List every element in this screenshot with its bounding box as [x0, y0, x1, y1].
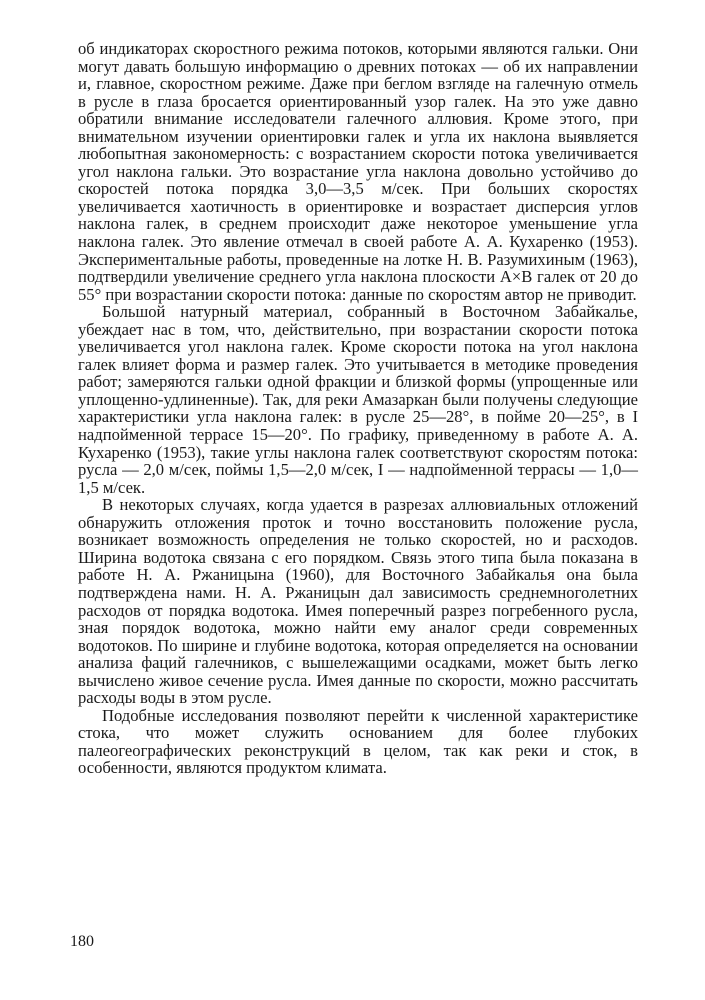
paragraph: Большой натурный материал, собранный в Восточном Забайкалье, убеждает нас в том, что, действительно, при возрастании скорости потока увеличивается угол наклона галек. Кроме скорости потока на угол наклона галек влияет форма и размер галек. Это учитывается в методике проведения работ; замеряются гальки одной фракции и близкой формы (упрощенные или уплощенно-удлиненные). Так, для реки Амазаркан были получены следующие характеристики угла наклона галек: в русле 25—28°, в пойме 20—25°, в I надпойменной террасе 15—20°. По графику, приведенному в работе А. А. Кухаренко (1953), такие углы наклона галек соответствуют скоростям потока: русла — 2,0 м/сек, поймы 1,5—2,0 м/сек, I — надпойменной террасы — 1,0—1,5 м/сек.: [78, 302, 638, 497]
paragraph: об индикаторах скоростного режима потоков, которыми являются гальки. Они могут давать большую информацию о древних потоках — об их направлении и, главное, скоростном режиме. Даже при беглом взгляде на галечную отмель в русле в глаза бросается ориентированный узор галек. На это уже давно обратили внимание исследователи галечного аллювия. Кроме этого, при внимательном изучении ориентировки галек и угла их наклона выявляется любопытная закономерность: с возрастанием скорости потока увеличивается угол наклона гальки. Это возрастание угла наклона довольно устойчиво до скоростей потока порядка 3,0—3,5 м/сек. При больших скоростях увеличивается хаотичность в ориентировке и возрастает дисперсия углов наклона галек, в среднем происходит даже некоторое уменьшение угла наклона галек. Это явление отмечал в своей работе А. А. Кухаренко (1953). Экспериментальные работы, проведенные на лотке Н. В. Разумихиным (1963), подтвердили увеличение среднего угла наклона плоскости A×B галек от 20 до 55° при возрастании скорости потока: данные по скоростям автор не приводит.: [78, 39, 638, 304]
body-text: [78, 40, 638, 777]
page-number: 180: [70, 933, 94, 950]
paragraph: В некоторых случаях, когда удается в разрезах аллювиальных отложений обнаружить отложения проток и точно восстановить положение русла, возникает возможность определения не только скоростей, но и расходов. Ширина водотока связана с его порядком. Связь этого типа была показана в работе Н. А. Ржаницына (1960), для Восточного Забайкалья она была подтверждена нами. Н. А. Ржаницын дал зависимость среднемноголетних расходов от порядка водотока. Имея поперечный разрез погребенного русла, зная порядок водотока, можно найти ему аналог среди современных водотоков. По ширине и глубине водотока, которая определяется на основании анализа фаций галечников, с вышележащими осадками, может быть легко вычислено живое сечение русла. Имея данные по скорости, можно рассчитать расходы воды в этом русле.: [78, 495, 638, 708]
paragraph: Подобные исследования позволяют перейти к численной характеристике стока, что может служить основанием для более глубоких палеогеографических реконструкций в целом, так как реки и сток, в особенности, являются продуктом климата.: [78, 705, 638, 778]
